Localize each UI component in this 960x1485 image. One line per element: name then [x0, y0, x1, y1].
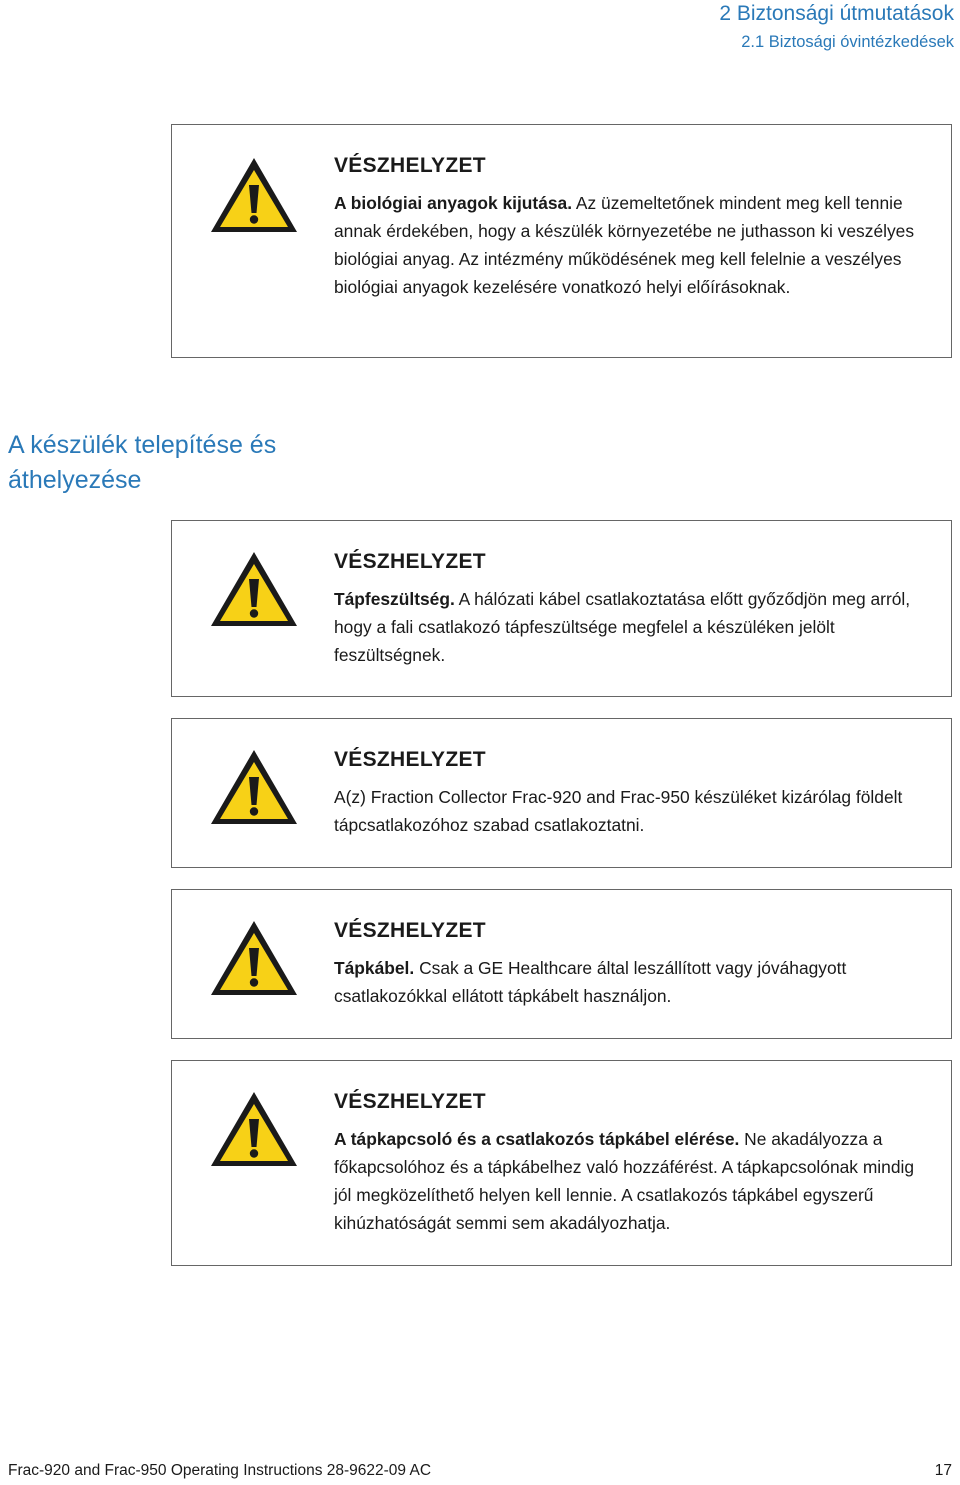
warning-text: [334, 954, 934, 1010]
warning-triangle-icon: [208, 549, 300, 629]
warning-text: [334, 189, 934, 301]
warning-text: [334, 1125, 934, 1237]
warning-body: Csak a GE Healthcare által leszállított vagy jóváhagyott csatlakozókkal ellátott tápkábelt használjon.: [334, 958, 847, 1006]
warning-label: VÉSZHELYZET: [334, 1090, 486, 1113]
warning-text: [334, 585, 934, 669]
warning-triangle-icon: [208, 1089, 300, 1169]
section-title: A készülék telepítése és áthelyezése: [8, 431, 277, 494]
warning-body: A hálózati kábel csatlakoztatása előtt győződjön meg arról, hogy a fali csatlakozó tápfeszültsége megfelel a készüléken jelölt feszültségnek.: [334, 589, 911, 665]
warning-label: VÉSZHELYZET: [334, 919, 486, 942]
warning-body: Az üzemeltetőnek mindent meg kell tennie annak érdekében, hogy a készülék környezetébe ne juthasson ki veszélyes biológiai anyag. Az intézmény működésének meg kell felelnie a veszélyes biológiai anyagok kezelésére vonatkozó helyi előírásoknak.: [334, 193, 915, 297]
warning-label: VÉSZHELYZET: [334, 748, 486, 771]
warning-bold-lead: A tápkapcsoló és a csatlakozós tápkábel elérése.: [334, 1129, 740, 1149]
warning-box-power-cord: [171, 889, 952, 1039]
page-number: 17: [934, 1462, 952, 1479]
warning-box-power-switch-access: [171, 1060, 952, 1266]
warning-label: VÉSZHELYZET: [334, 550, 486, 573]
warning-label: VÉSZHELYZET: [334, 154, 486, 177]
warning-box-biological: [171, 124, 952, 358]
warning-body: A(z) Fraction Collector Frac-920 and Frac-950 készüléket kizárólag földelt tápcsatlakozóhoz szabad csatlakoztatni.: [334, 787, 903, 835]
warning-bold-lead: Tápkábel.: [334, 958, 415, 978]
warning-triangle-icon: [208, 155, 300, 235]
warning-triangle-icon: [208, 747, 300, 827]
warning-bold-lead: A biológiai anyagok kijutása.: [334, 193, 573, 213]
footer-document-title: Frac-920 and Frac-950 Operating Instructions 28-9622-09 AC: [8, 1462, 432, 1479]
chapter-header: 2 Biztonsági útmutatások: [719, 2, 954, 25]
warning-box-grounded-outlet: [171, 718, 952, 868]
warning-text: [334, 783, 934, 839]
warning-body: Ne akadályozza a főkapcsolóhoz és a tápkábelhez való hozzáférést. A tápkapcsolónak mindig jól megközelíthető helyen kell lennie. A csatlakozós tápkábel egyszerű kihúzhatóságát semmi sem akadályozhatja.: [334, 1129, 915, 1233]
section-header: 2.1 Biztosági óvintézkedések: [741, 33, 954, 51]
warning-bold-lead: Tápfeszültség.: [334, 589, 455, 609]
warning-triangle-icon: [208, 918, 300, 998]
warning-box-supply-voltage: [171, 520, 952, 697]
